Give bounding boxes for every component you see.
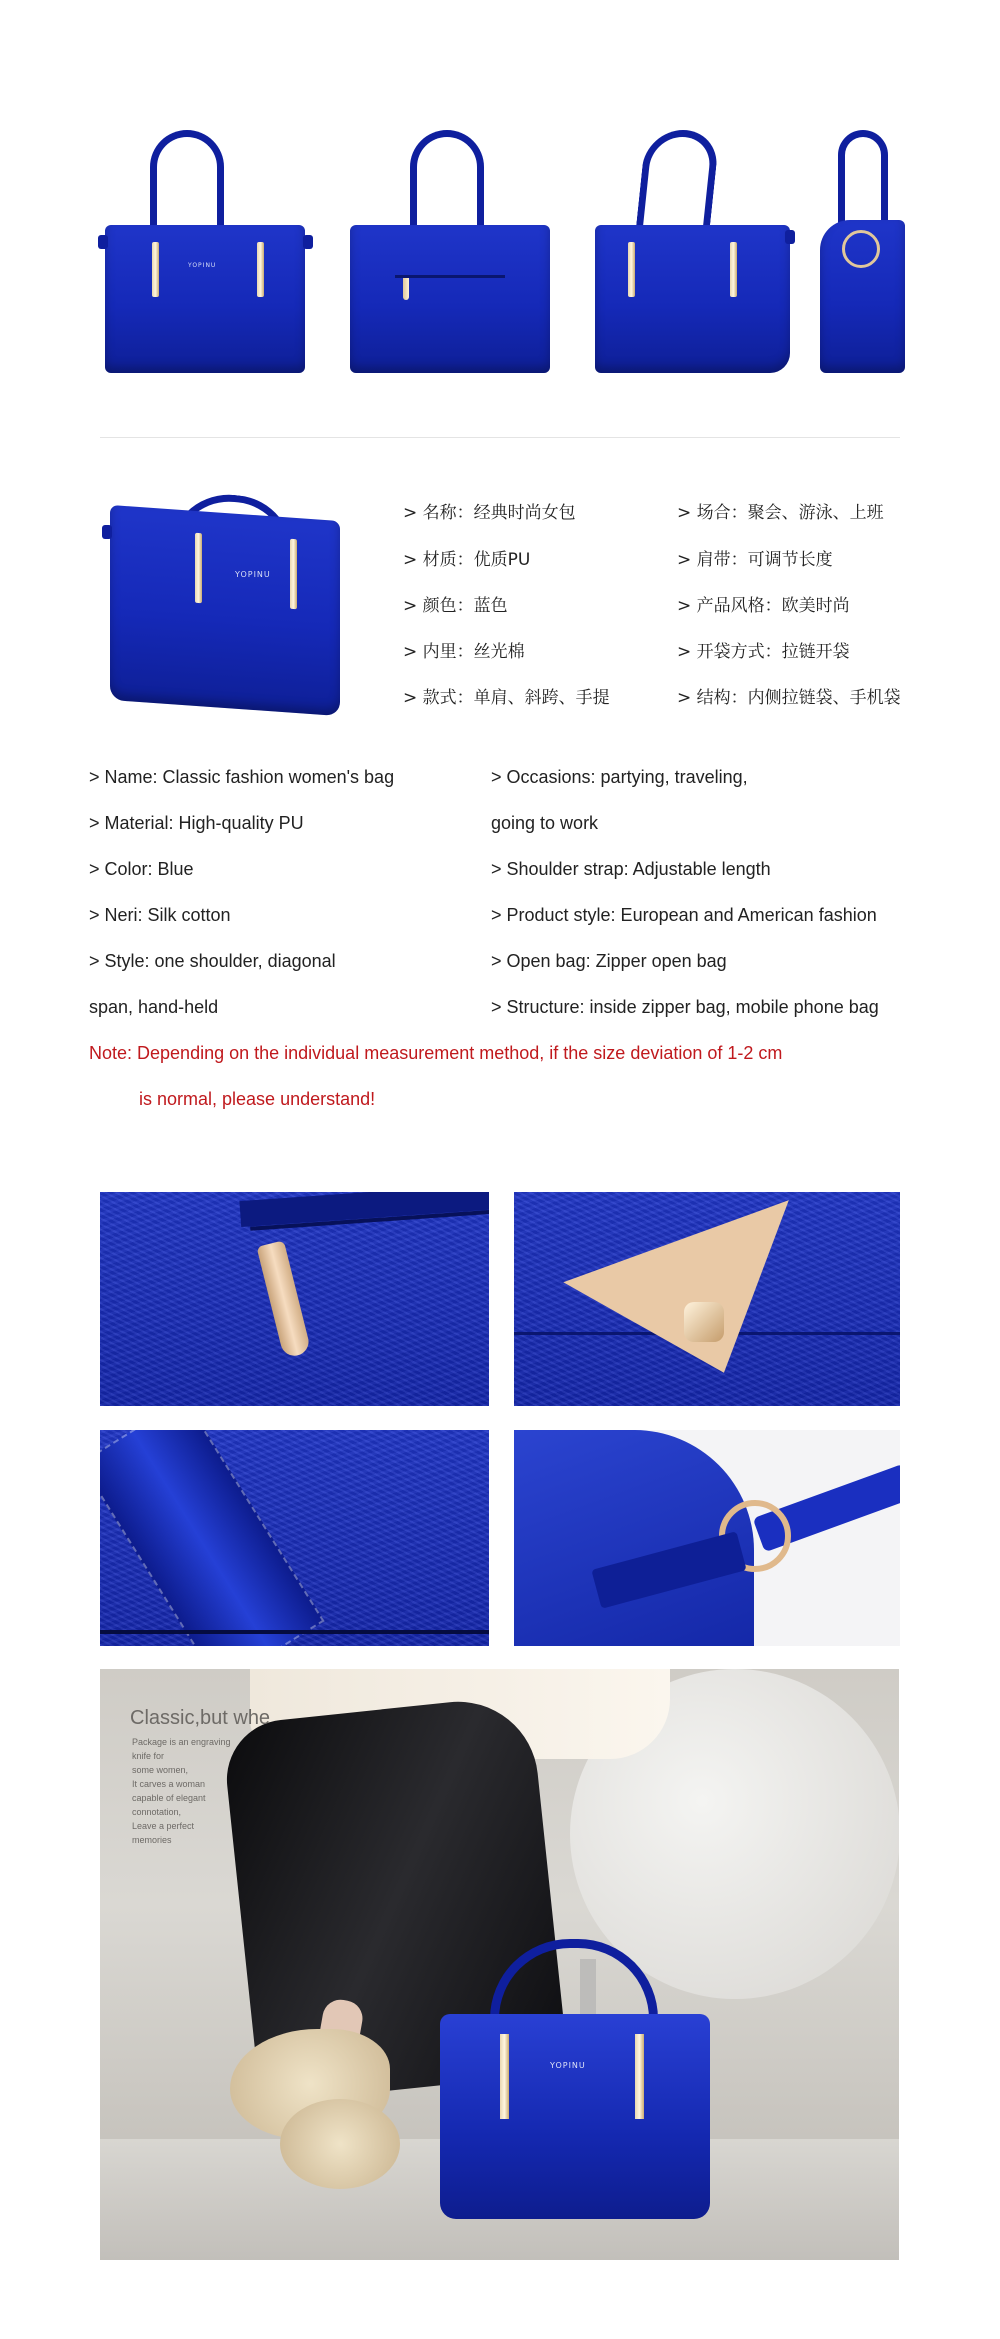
bag-front-view [100, 130, 315, 375]
detail-stitching [100, 1430, 489, 1646]
photo-body-2: knife for [132, 1751, 165, 1761]
size-note-line-2: is normal, please understand! [139, 1089, 376, 1109]
brand-logo: YOPINU [188, 262, 217, 269]
photo-body-6: connotation, [132, 1807, 182, 1817]
spec-en-left-1: > Name: Classic fashion women's bag [89, 767, 395, 787]
detail-clasp [514, 1192, 900, 1406]
spec-cn-right-5: > 结构：内侧拉链袋、手机袋 [677, 688, 901, 708]
spec-en-right-2: going to work [491, 813, 599, 833]
spec-cn-left-1: > 名称：经典时尚女包 [403, 503, 576, 523]
bag-angle-view [590, 130, 805, 375]
photo-body-7: Leave a perfect [132, 1821, 195, 1831]
detail-strap-hook [514, 1430, 900, 1646]
photo-body-5: capable of elegant [132, 1793, 206, 1803]
lifestyle-photo [100, 1669, 899, 2260]
bag-thumbnail [100, 495, 345, 715]
spec-en-left-5: > Style: one shoulder, diagonal [89, 951, 336, 971]
spec-cn-left-3: > 颜色：蓝色 [403, 596, 508, 616]
section-divider [100, 437, 900, 438]
spec-cn-left-4: > 内里：丝光棉 [403, 642, 525, 662]
spec-cn-right-4: > 开袋方式：拉链开袋 [677, 642, 850, 662]
spec-en-left-3: > Color: Blue [89, 859, 194, 879]
photo-body-8: memories [132, 1835, 172, 1845]
photo-body-1: Package is an engraving [132, 1737, 231, 1747]
spec-en-left-6: span, hand-held [89, 997, 219, 1017]
spec-en-right-5: > Open bag: Zipper open bag [491, 951, 727, 971]
detail-zipper [100, 1192, 489, 1406]
spec-cn-right-2: > 肩带：可调节长度 [677, 550, 833, 570]
spec-cn-left-5: > 款式：单肩、斜跨、手提 [403, 688, 610, 708]
bag-side-view [820, 130, 910, 375]
photo-body-4: It carves a woman [132, 1779, 206, 1789]
bag-back-view [345, 130, 560, 375]
spec-cn-right-1: > 场合：聚会、游泳、上班 [677, 503, 884, 523]
lifestyle-bag [430, 1939, 720, 2224]
spec-en-right-1: > Occasions: partying, traveling, [491, 767, 748, 787]
size-note-line-1: Note: Depending on the individual measurement method, if the size deviation of 1-2 cm [89, 1043, 783, 1063]
photo-body-3: some women, [132, 1765, 189, 1775]
spec-cn-left-2: > 材质：优质PU [403, 550, 531, 570]
spec-en-right-6: > Structure: inside zipper bag, mobile phone bag [491, 997, 879, 1017]
spec-en-right-4: > Product style: European and American fashion [491, 905, 877, 925]
spec-cn-right-3: > 产品风格：欧美时尚 [677, 596, 850, 616]
photo-headline: Classic,but whe [130, 1707, 271, 1729]
spec-en-right-3: > Shoulder strap: Adjustable length [491, 859, 771, 879]
thumbnail-brand-logo: YOPINU [235, 570, 271, 579]
spec-en-left-4: > Neri: Silk cotton [89, 905, 231, 925]
lifestyle-brand-logo: YOPINU [550, 2061, 586, 2070]
spec-en-left-2: > Material: High-quality PU [89, 813, 304, 833]
